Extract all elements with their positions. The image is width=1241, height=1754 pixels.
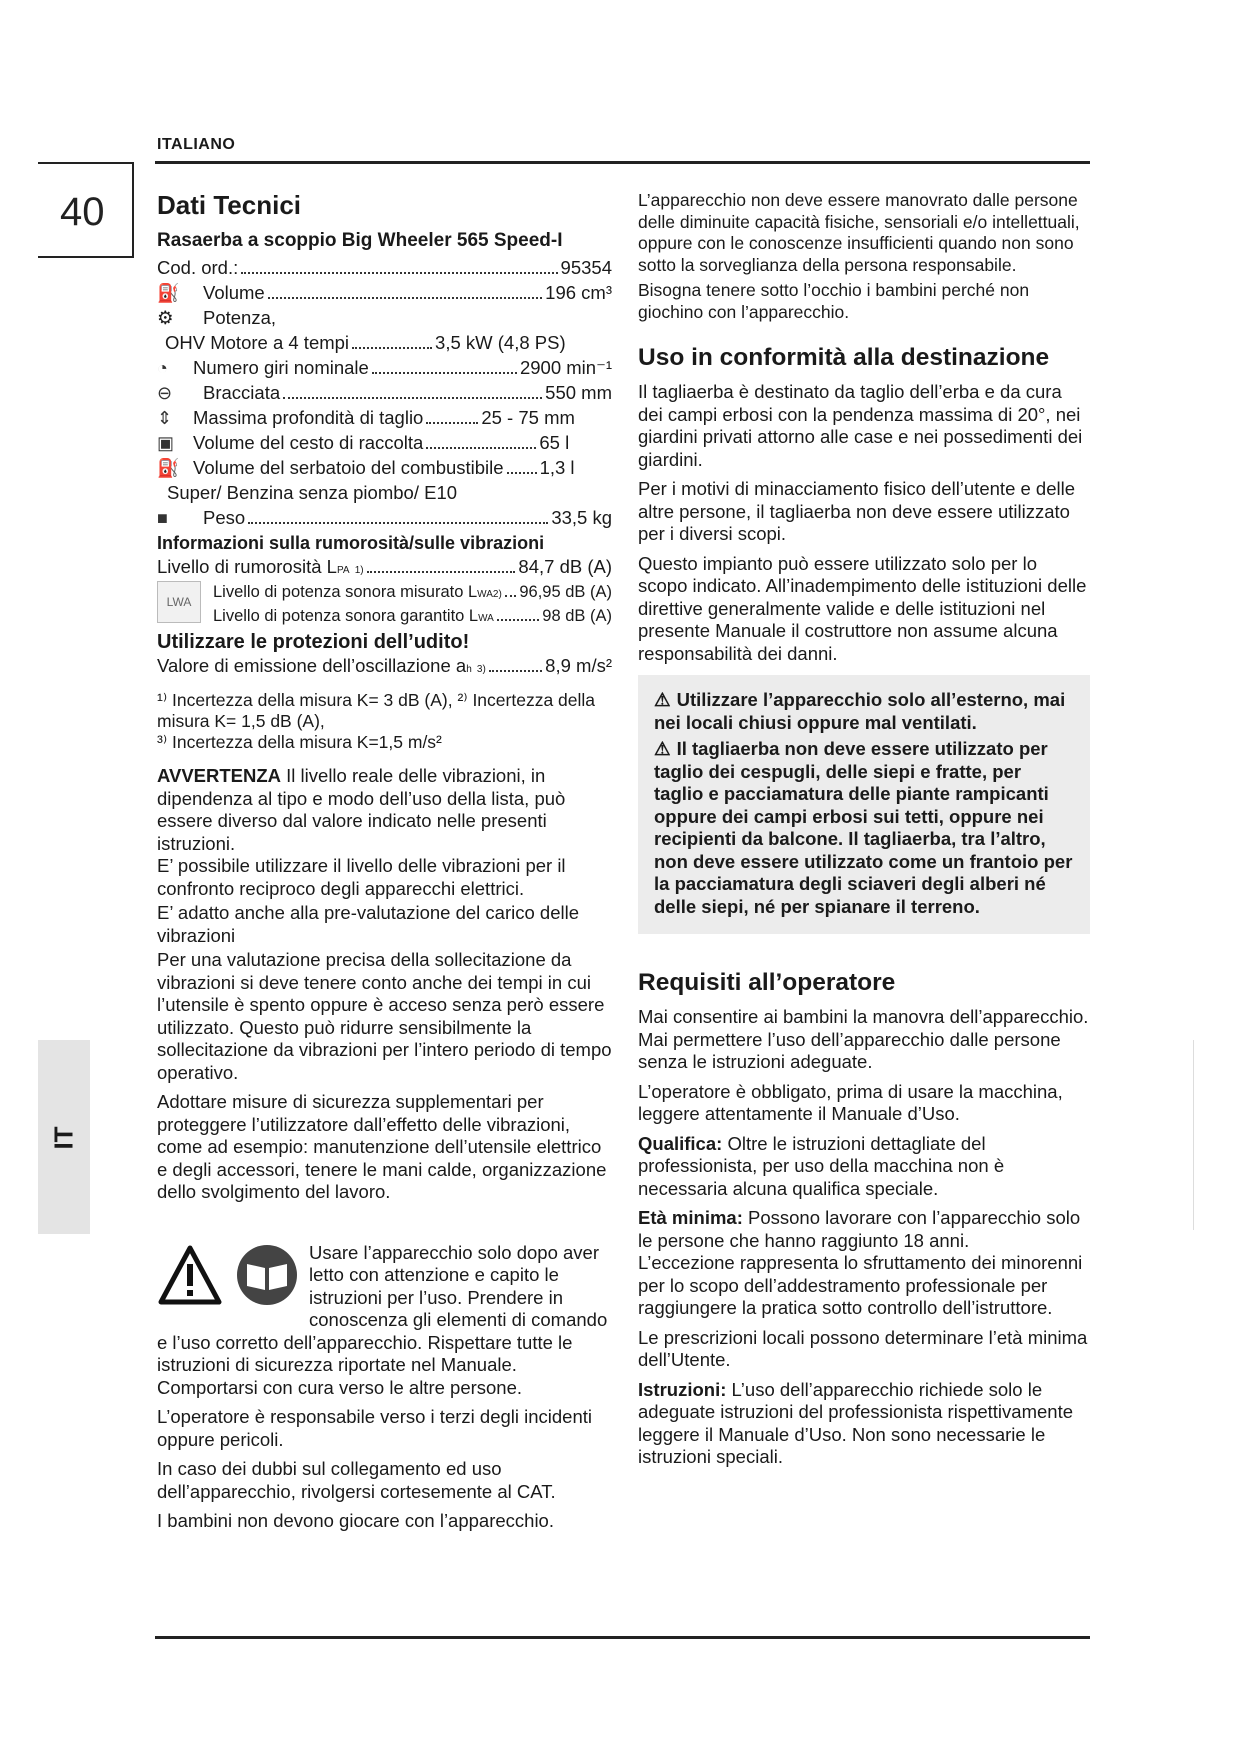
intro-paragraph: L’apparecchio non deve essere manovrato dalle persone delle diminuite capacità fisiche, sensoriali e/o intellettuali, oppure con le conoscenze insufficienti quando non sono sotto la sorveglianza della persona responsabile. (638, 190, 1080, 275)
header-rule (155, 161, 1090, 164)
intro-paragraph: Bisogna tenere sotto l’occhio i bambini perché non giochino con l’apparecchio. (638, 280, 1030, 322)
footnotes (157, 690, 612, 753)
noise-lwa-guaranteed: Livello di potenza sonora garantito L WA 98 dB (A) (213, 606, 612, 625)
engine-power-icon: ⚙ (157, 306, 174, 328)
spec-potenza: ⚙ Potenza, (157, 306, 277, 328)
safety-paragraph: Usare l’apparecchio solo dopo aver letto con attenzione e capito le istruzioni per l’uso. Prendere in conoscenza gli elementi di comando e l’uso corretto dell’apparecchio. Rispettare tutte le istruzioni di sicurezza riportate nel Manuale. Comportarsi con cura verso le altre persone. (157, 1241, 608, 1398)
fuel-icon: ⛽ (157, 457, 180, 478)
weight-icon: ■ (157, 507, 168, 528)
uso-paragraph: Il tagliaerba è destinato da taglio dell’erba e da cura dei campi erbosi con la pendenza massima di 20°, nei giardini privati attorno alle case e nei possedimenti dei giardini. (638, 381, 1083, 470)
rpm-icon: ◔ (157, 357, 168, 378)
qualifica-paragraph: Qualifica: Oltre le istruzioni dettagliate del professionista, per uso della macchina non è necessaria alcuna qualifica speciale. (638, 1132, 1005, 1199)
spec-volume: ⛽ Volume 196 cm³ (157, 281, 612, 303)
warning-triangle-icon: ⚠ (654, 738, 671, 759)
cutting-height-icon: ⇕ (157, 407, 173, 428)
page-number: 40 (60, 190, 105, 234)
section-title-uso: Uso in conformità alla destinazione (638, 344, 1050, 371)
vibration-value: Valore di emissione dell’oscillazione a $_h$ 3) 8,9 m/s² (157, 655, 612, 676)
grass-bag-icon: ▣ (157, 432, 175, 453)
warning-box (638, 675, 1090, 934)
cutting-width-icon: ⊖ (157, 382, 173, 403)
noise-lwa-measured: Livello di potenza sonora misurato L WA 2) 96,95 dB (A) (213, 582, 612, 601)
safety-paragraph: L’operatore è responsabile verso i terzi degli incidenti oppure pericoli. (157, 1406, 593, 1450)
warning-and-manual-icons (157, 1242, 307, 1308)
sound-power-rows (157, 581, 612, 629)
paragraph: Per una valutazione precisa della sollecitazione da vibrazioni si deve tenere conto anche dei tempi in cui l’utensile è spento oppure è acceso senza però essere utilizzato. Questo può ridurre sensibilmente la sollecitazione da vibrazioni per l’intero periodo di tempo operativo. (157, 949, 612, 1083)
model-name: Rasaerba a scoppio Big Wheeler 565 Speed-I (157, 230, 563, 251)
safety-paragraph: In caso dei dubbi sul collegamento ed uso dell’apparecchio, rivolgersi cortesemente al CAT. (157, 1458, 556, 1502)
spec-peso: ■ Peso 33,5 kg (157, 506, 612, 528)
footnote: ¹⁾ Incertezza della misura K= 3 dB (A), ²⁾ Incertezza della misura K= 1,5 dB (A), (157, 690, 596, 731)
safety-block (157, 1242, 612, 1533)
istruzioni-paragraph: Istruzioni: L’uso dell’apparecchio richiede solo le adeguate istruzioni del professionista rispettivamente leggere il Manuale d’Uso. Non sono necessarie le istruzioni speciali. (638, 1378, 1073, 1467)
sound-power-icon: LWA (157, 581, 201, 623)
noise-heading: Informazioni sulla rumorosità/sulle vibrazioni (157, 532, 545, 553)
spec-motore: OHV Motore a 4 tempi 3,5 kW (4,8 PS) (165, 331, 566, 353)
read-manual-icon (237, 1245, 297, 1305)
req-paragraph: Mai consentire ai bambini la manovra dell’apparecchio. Mai permettere l’uso dell’apparecchio dalle persone senza le istruzioni adeguate. (638, 1006, 1089, 1072)
noise-lpa: Livello di rumorosità L $_{PA}$ 1) 84,7 dB (A) (157, 555, 612, 577)
prescrizioni-paragraph: Le prescrizioni locali possono determinare l’età minima dell’Utente. (638, 1326, 1088, 1370)
paragraph: Adottare misure di sicurezza supplementari per proteggere l’utilizzatore dall’effetto delle vibrazioni, come ad esempio: manutenzione dell’utensile elettrico e degli accessori, tenere le mani calde, organizzazione dello svolgimento del lavoro. (157, 1091, 607, 1202)
section-title-requisiti: Requisiti all’operatore (638, 969, 896, 996)
footnote: ³⁾ Incertezza della misura K=1,5 m/s² (157, 732, 442, 752)
eta-extra-paragraph: L’eccezione rappresenta lo sfruttamento dei minorenni per lo scopo dell’addestramento professionale per raggiungere la pratica sotto controllo dell’istruttore. (638, 1252, 1083, 1318)
right-column (638, 190, 1090, 1476)
spec-serbatoio: ⛽ Volume del serbatoio del combustibile 1,3 l (157, 456, 575, 478)
spec-bracciata: ⊖ Bracciata 550 mm (157, 381, 612, 403)
paragraph: E’ adatto anche alla pre-valutazione del carico delle vibrazioni (157, 902, 579, 946)
warning-triangle-icon: ⚠ (654, 689, 671, 710)
warning-item: ⚠ Il tagliaerba non deve essere utilizzato per taglio dei cespugli, delle siepi e fratte, per taglio e pacciamatura delle piante rampicanti oppure dei campi erbosi sui tetti, oppure nei recipienti da balcone. Il tagliaerba, tra l’altro, non deve essere utilizzato come un frantoio per la pacciamatura degli sciaveri degli alberi né delle siepi, né per spianare il terreno. (654, 738, 1073, 917)
left-column (157, 190, 612, 1540)
language-label: ITALIANO (157, 136, 236, 153)
section-title-dati-tecnici: Dati Tecnici (157, 190, 302, 220)
warning-item: ⚠ Utilizzare l’apparecchio solo all’esterno, mai nei locali chiusi oppure mal ventilati. (654, 689, 1066, 733)
req-paragraph: L’operatore è obbligato, prima di usare la macchina, leggere attentamente il Manuale d’Uso. (638, 1080, 1063, 1124)
spec-cod-ord: Cod. ord.: 95354 (157, 256, 612, 278)
safety-paragraph: I bambini non devono giocare con l’apparecchio. (157, 1510, 554, 1531)
spec-profondita: ⇕ Massima profondità di taglio 25 - 75 mm (157, 406, 575, 428)
footer-rule (155, 1636, 1090, 1639)
spec-carburante: Super/ Benzina senza piombo/ E10 (167, 481, 458, 503)
avvertenza-paragraph: AVVERTENZA Il livello reale delle vibrazioni, in dipendenza al tipo e modo dell’uso della lista, può essere diverso dal valore indicato nelle presenti istruzioni. (157, 765, 566, 854)
uso-paragraph: Per i motivi di minacciamento fisico dell’utente e delle altre persone, il tagliaerba non deve essere utilizzato per i diversi scopi. (638, 478, 1076, 544)
side-tab-label: IT (48, 1126, 79, 1150)
eta-paragraph: Età minima: Possono lavorare con l’apparecchio solo le persone che hanno raggiunto 18 anni. (638, 1207, 1081, 1251)
edge-mark (1193, 1040, 1194, 1230)
uso-paragraph: Questo impianto può essere utilizzato solo per lo scopo indicato. All’inadempimento delle istituzioni delle direttive generalmente valide e delle istituzioni nel presente Manuale il costruttore non assume alcuna responsabilità dei danni. (638, 552, 1087, 664)
spec-giri: ◔ Numero giri nominale 2900 min⁻¹ (157, 356, 612, 378)
engine-volume-icon: ⛽ (157, 282, 180, 303)
spec-cesto: ▣ Volume del cesto di raccolta 65 l (157, 431, 570, 453)
paragraph: E’ possibile utilizzare il livello delle vibrazioni per il confronto reciproco degli apparecchi elettrici. (157, 855, 566, 899)
ear-protection-warning: Utilizzare le protezioni dell’udito! (157, 630, 470, 653)
